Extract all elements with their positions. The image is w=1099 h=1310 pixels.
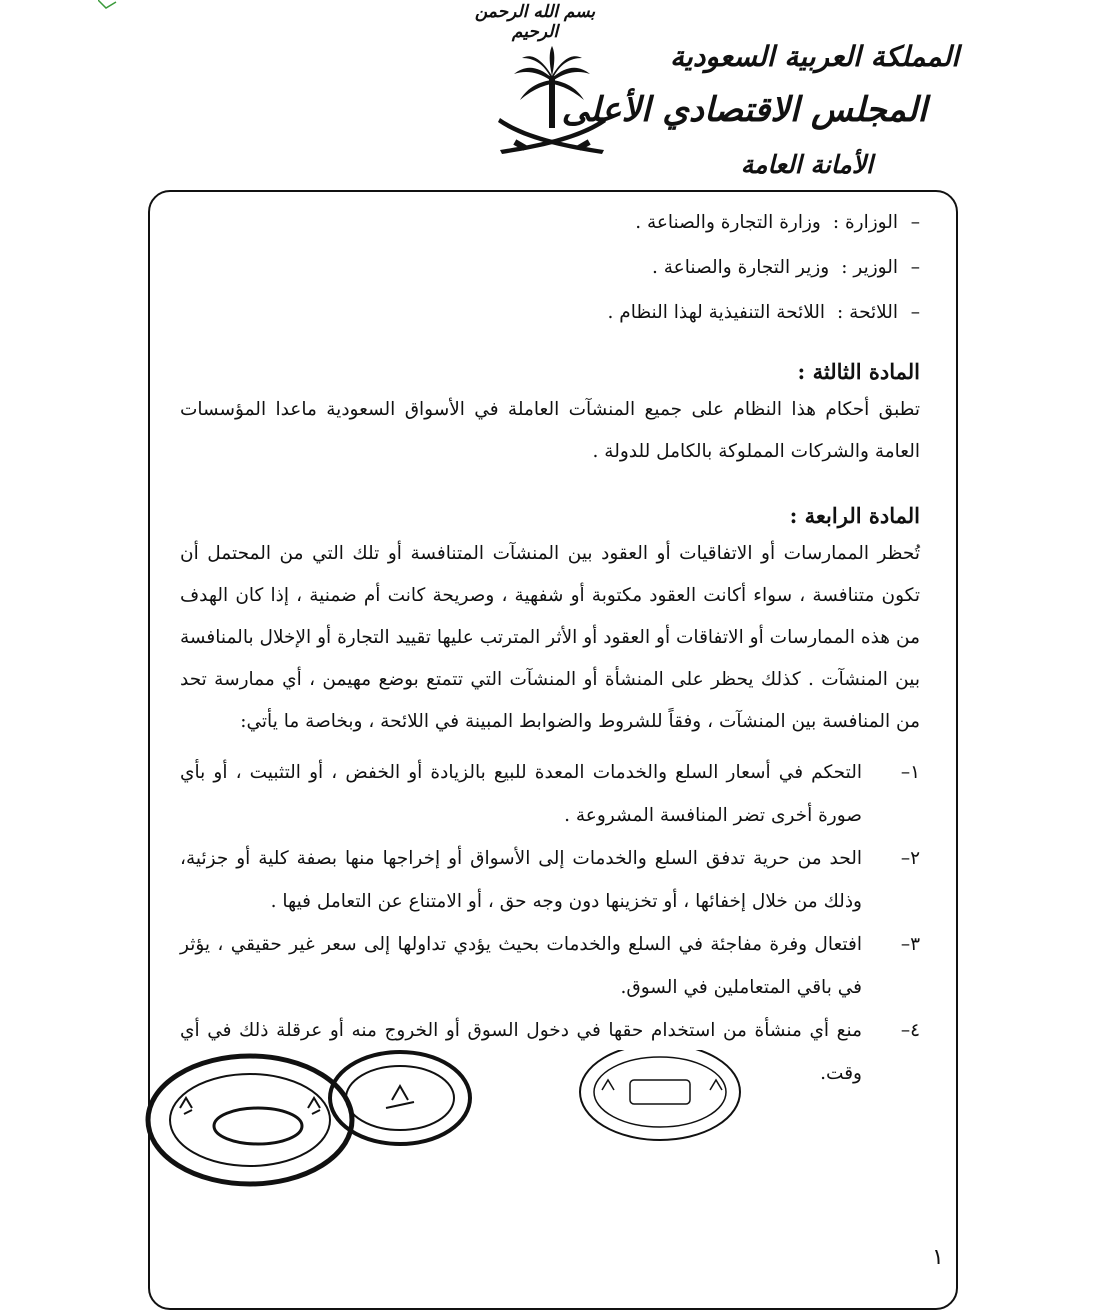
committee-seal-icon [148,1056,352,1184]
definition-term: اللائحة : [837,302,898,323]
definition-text: وزير التجارة والصناعة . [652,257,830,278]
definition-term: الوزارة : [832,212,898,233]
secretariat-seal-icon [330,1052,470,1144]
document-body [180,200,920,1095]
article-3-title: المادة الثالثة : [797,359,920,384]
article-4-items [180,751,920,1095]
definitions-list [180,200,920,335]
definition-text: اللائحة التنفيذية لهذا النظام . [607,302,826,323]
article-3-text: تطبق أحكام هذا النظام على جميع المنشآت العاملة في الأسواق السعودية ماعدا المؤسسات العامة والشركات المملوكة بالكامل للدولة . [180,399,920,462]
cabinet-seal-icon [580,1050,740,1140]
article-4-text: تُحظر الممارسات أو الاتفاقيات أو العقود بين المنشآت المتنافسة أو تلك التي من المحتمل أن تكون متنافسة ، سواء أكانت العقود مكتوبة أو شفهية ، وصريحة كانت أم ضمنية ، إذا كان الهدف من هذه الممارسات أو الاتفاقات أو العقود أو الأثر المترتب عليها تقييد التجارة أو الإخلال بالمنافسة بين المنشآت . كذلك يحظر على المنشأة أو المنشآت التي تتمتع بوضع مهيمن ، أي ممارسة تحد من المنافسة بين المنشآت ، وفقاً للشروط والضوابط المبينة في اللائحة ، وبخاصة ما يأتي: [180,543,920,732]
item-text: منع أي منشأة من استخدام حقها في دخول السوق أو الخروج منه أو عرقلة ذلك في أي وقت. [180,1020,862,1084]
list-item [180,837,920,923]
article-4-title: المادة الرابعة : [789,503,920,528]
item-text: الحد من حرية تدفق السلع والخدمات إلى الأسواق أو إخراجها منها بصفة كلية أو جزئية، وذلك من خلال إخفائها ، أو تخزينها دون وجه حق ، أو الامتناع عن التعامل فيها . [180,848,862,912]
item-text: افتعال وفرة مفاجئة في السلع والخدمات بحيث يؤدي تداولها إلى سعر غير حقيقي ، يؤثر في باقي المتعاملين في السوق. [180,934,862,998]
item-number: ٢– [900,848,920,869]
page-number: ١ [932,1245,944,1270]
definition-item: –الوزارة :وزارة التجارة والصناعة . [180,200,920,245]
basmala: بسم الله الرحمن الرحيم [474,2,596,42]
item-number: ١– [900,762,920,783]
list-item [180,751,920,837]
definition-item: –اللائحة :اللائحة التنفيذية لهذا النظام . [180,290,920,335]
item-number: ٤– [900,1020,920,1041]
definition-term: الوزير : [841,257,898,278]
definition-text: وزارة التجارة والصناعة . [635,212,821,233]
item-number: ٣– [900,934,920,955]
list-item [180,923,920,1009]
secretariat-header: الأمانة العامة [740,150,873,179]
article-3 [180,355,920,473]
official-stamps [140,1050,760,1190]
green-corner-mark [98,0,118,10]
item-text: التحكم في أسعار السلع والخدمات المعدة للبيع بالزيادة أو الخفض ، أو التثبيت ، أو بأي صورة أخرى تضر المنافسة المشروعة . [180,762,862,826]
article-4 [180,499,920,1095]
kingdom-header: المملكة العربية السعودية [670,40,959,73]
council-header: المجلس الاقتصادي الأعلى [561,90,927,130]
definition-item: –الوزير :وزير التجارة والصناعة . [180,245,920,290]
